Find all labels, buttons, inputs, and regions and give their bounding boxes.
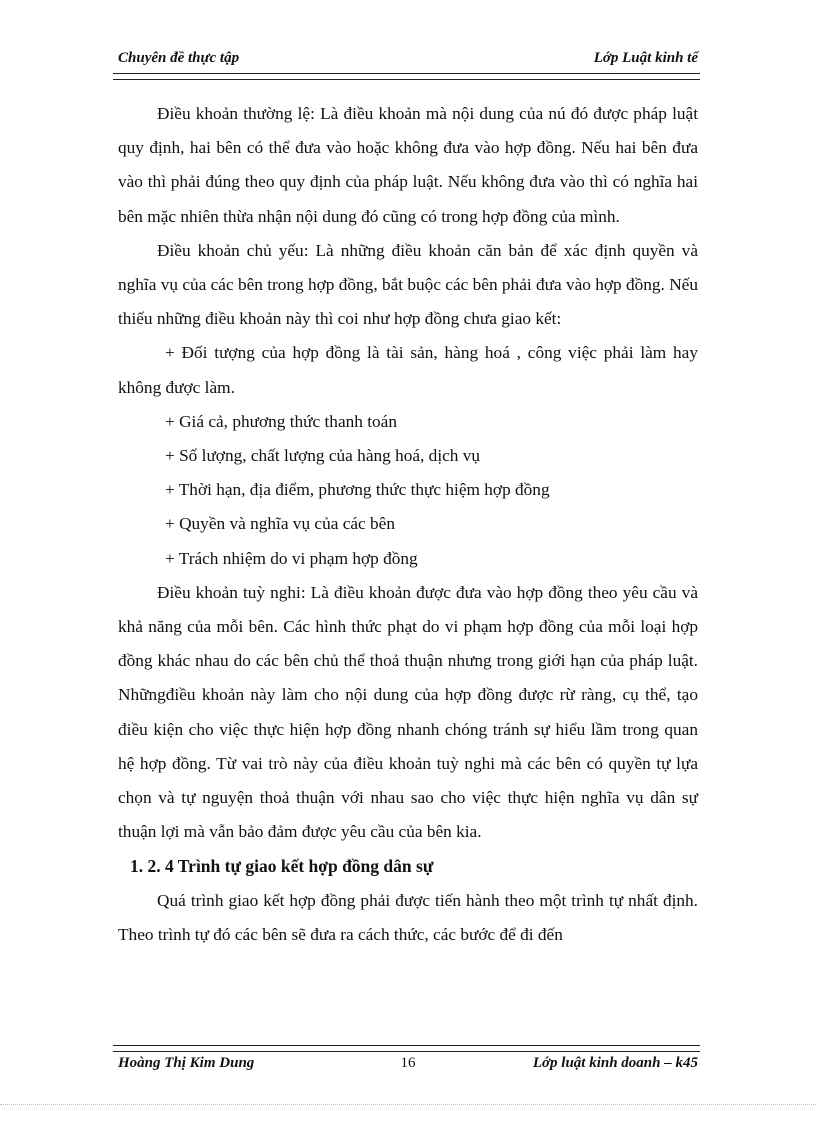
document-body [118,97,698,952]
bullet-item: + Giá cả, phương thức thanh toán [165,411,397,431]
footer-rule [113,1045,700,1052]
bullet-item: + Đối tượng của hợp đồng là tài sản, hàng hoá , công việc phải làm hay không được làm. [118,343,698,397]
header-rule [113,73,700,80]
header-right: Lớp Luật kinh tế [593,50,698,66]
footer-author: Hoàng Thị Kim Dung [118,1055,255,1071]
page-bottom-divider [0,1104,816,1105]
paragraph-trinh-tu: Quá trình giao kết hợp đồng phải được tiến hành theo một trình tự nhất định. Theo trình tự đó các bên sẽ đưa ra cách thức, các bước để đi đến [118,890,698,944]
page-header [118,50,698,72]
page-footer [118,1055,698,1077]
bullet-item: + Số lượng, chất lượng của hàng hoá, dịch vụ [165,446,481,466]
paragraph-thuong-le: Điều khoản thường lệ: Là điều khoản mà nội dung của nú đó được pháp luật quy định, hai bên có thể đưa vào hoặc không đưa vào hợp đồng. Nếu hai bên đưa vào thì phải đúng theo quy định của pháp luật. Nếu không đưa vào thì có nghĩa hai bên mặc nhiên thừa nhận nội dung đó cũng có trong hợp đồng của mình. [118,104,698,226]
header-left: Chuyên đề thực tập [118,50,240,66]
bullet-item: + Trách nhiệm do vi phạm hợp đồng [165,548,418,568]
bullet-item: + Quyền và nghĩa vụ của các bên [165,514,395,534]
paragraph-chu-yeu: Điều khoản chủ yếu: Là những điều khoản căn bản để xác định quyền và nghĩa vụ của các bên trong hợp đồng, bắt buộc các bên phải đưa vào hợp đồng. Nếu thiếu những điều khoản này thì coi như hợp đồng chưa giao kết: [118,240,698,329]
footer-class: Lớp luật kinh doanh – k45 [532,1055,698,1071]
paragraph-tuy-nghi: Điều khoản tuỳ nghi: Là điều khoản được đưa vào hợp đồng theo yêu cầu và khả năng của mỗi bên. Các hình thức phạt do vi phạm hợp đồng của mỗi loại hợp đồng khác nhau do các bên chủ thể thoả thuận nhưng trong giới hạn của pháp luật. Nhữngđiều khoản này làm cho nội dung của hợp đồng được rừ ràng, cụ thể, tạo điều kiện cho việc thực hiện hợp đồng nhanh chóng tránh sự hiểu lầm trong quan hệ hợp đồng. Từ vai trò này của điều khoản tuỳ nghi mà các bên có quyền tự lựa chọn và tự nguyện thoả thuận với nhau sao cho việc thực hiện nghĩa vụ dân sự thuận lợi mà vẫn bảo đảm được yêu cầu của bên kia. [118,582,698,842]
page-number: 16 [400,1055,416,1071]
section-heading: 1. 2. 4 Trình tự giao kết hợp đồng dân sự [130,856,434,877]
bullet-item: + Thời hạn, địa điểm, phương thức thực hiệm hợp đồng [165,480,550,500]
